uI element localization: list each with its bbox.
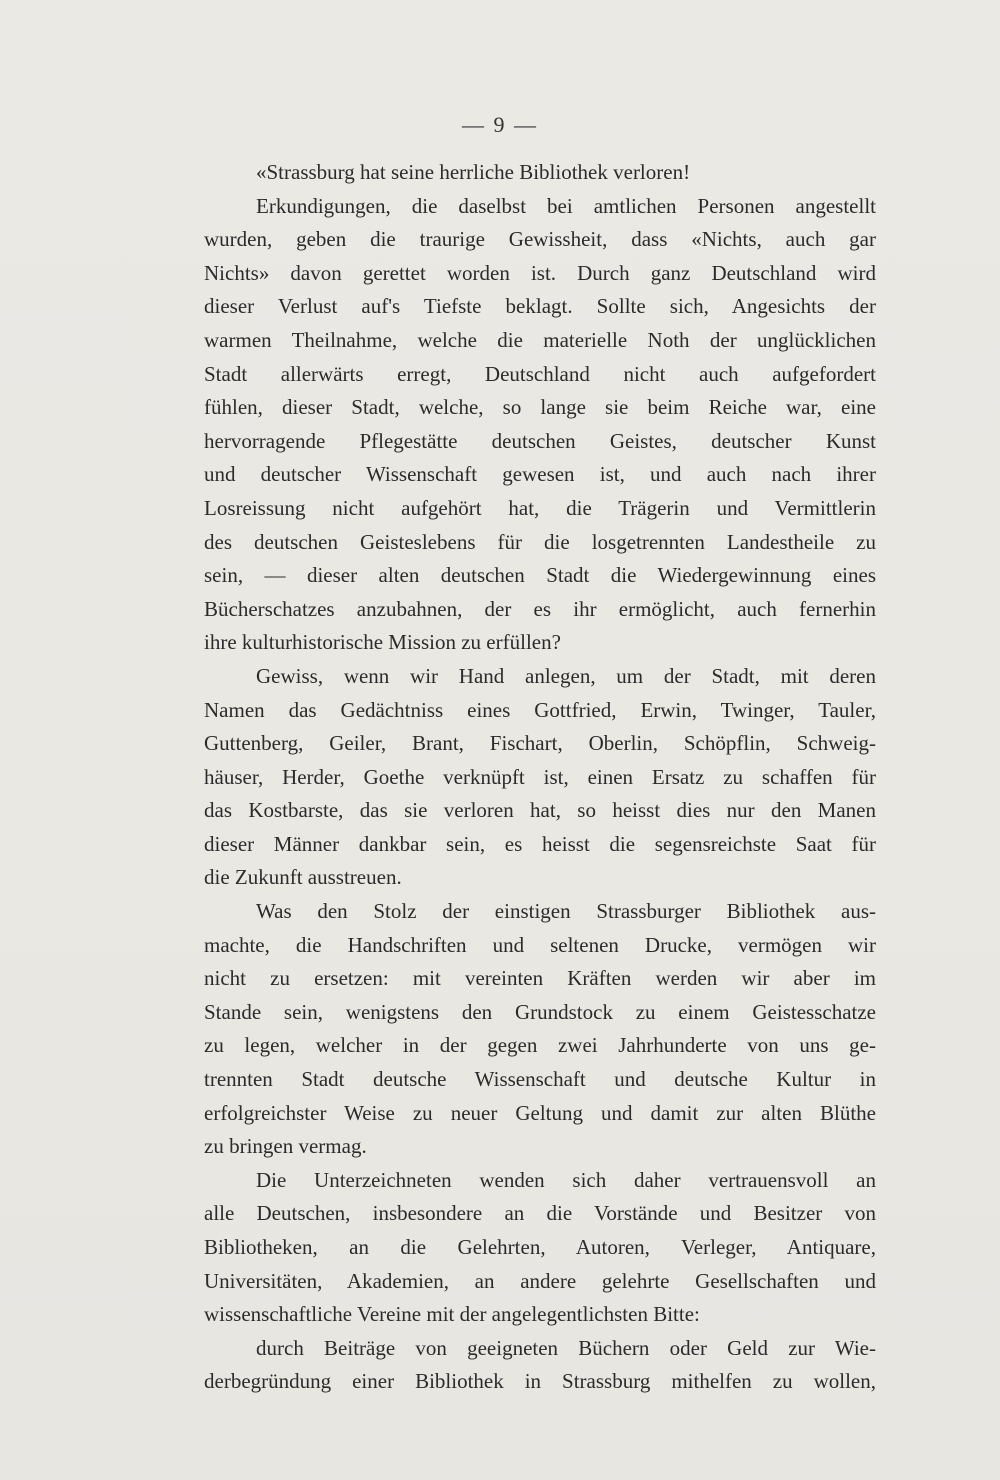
text-line: Bibliotheken, an die Gelehrten, Autoren, Verleger, Antiquare, (204, 1235, 876, 1259)
text-line: Erkundigungen, die daselbst bei amtlichen Personen angestellt (256, 193, 876, 218)
text-line: erfolgreichster Weise zu neuer Geltung und damit zur alten Blüthe (204, 1100, 876, 1125)
text-line: nicht zu ersetzen: mit vereinten Kräften werden wir aber im (204, 966, 876, 991)
text-line: Bücherschatzes anzubahnen, der es ihr ermöglicht, auch fernerhin (204, 596, 876, 621)
text-line: zu bringen vermag. (204, 1134, 367, 1159)
text-line: Losreissung nicht aufgehört hat, die Trägerin und Vermittlerin (204, 495, 876, 520)
text-line: zu legen, welcher in der gegen zwei Jahrhunderte von uns ge- (204, 1033, 876, 1058)
text-line: Guttenberg, Geiler, Brant, Fischart, Oberlin, Schöpflin, Schweig- (204, 731, 876, 756)
text-line: hervorragende Pflegestätte deutschen Geistes, deutscher Kunst (204, 428, 876, 453)
text-line: wissenschaftliche Vereine mit der angelegentlichsten Bitte: (204, 1302, 700, 1327)
text-line: Die Unterzeichneten wenden sich daher vertrauensvoll an (256, 1167, 876, 1192)
body-text (204, 156, 876, 1399)
text-line: das Kostbarste, das sie verloren hat, so heisst dies nur den Manen (204, 798, 876, 823)
text-line: sein, — dieser alten deutschen Stadt die Wiedergewinnung eines (204, 563, 876, 588)
text-line: Stadt allerwärts erregt, Deutschland nicht auch aufgefordert (204, 361, 876, 386)
text-line: warmen Theilnahme, welche die materielle Noth der unglücklichen (204, 327, 876, 352)
text-line: Stande sein, wenigstens den Grundstock zu einem Geistesschatze (204, 999, 876, 1024)
text-line: des deutschen Geisteslebens für die losgetrennten Landestheile zu (204, 529, 876, 554)
text-line: alle Deutschen, insbesondere an die Vorstände und Besitzer von (204, 1201, 876, 1226)
text-line: Universitäten, Akademien, an andere gelehrte Gesellschaften und (204, 1268, 876, 1293)
text-line: durch Beiträge von geeigneten Büchern oder Geld zur Wie- (256, 1335, 876, 1360)
text-line: Gewiss, wenn wir Hand anlegen, um der Stadt, mit deren (256, 663, 876, 688)
text-line: trennten Stadt deutsche Wissenschaft und deutsche Kultur in (204, 1067, 876, 1092)
text-line: «Strassburg hat seine herrliche Bibliothek verloren! (256, 160, 691, 184)
text-line: wurden, geben die traurige Gewissheit, dass «Nichts, auch gar (204, 227, 876, 252)
text-line: ihre kulturhistorische Mission zu erfüllen? (204, 630, 561, 655)
text-line: dieser Männer dankbar sein, es heisst die segensreichste Saat für (204, 831, 876, 856)
page-number: — 9 — (462, 112, 538, 137)
text-line: und deutscher Wissenschaft gewesen ist, und auch nach ihrer (204, 462, 876, 487)
text-line: die Zukunft ausstreuen. (204, 865, 402, 890)
text-line: häuser, Herder, Goethe verknüpft ist, einen Ersatz zu schaffen für (204, 764, 876, 789)
text-line: derbegründung einer Bibliothek in Strassburg mithelfen zu wollen, (204, 1369, 876, 1394)
text-line: dieser Verlust auf's Tiefste beklagt. Sollte sich, Angesichts der (204, 294, 876, 319)
text-line: machte, die Handschriften und seltenen Drucke, vermögen wir (204, 932, 876, 957)
text-line: Namen das Gedächtniss eines Gottfried, Erwin, Twinger, Tauler, (204, 697, 876, 722)
text-line: Nichts» davon gerettet worden ist. Durch ganz Deutschland wird (204, 260, 876, 285)
text-line: Was den Stolz der einstigen Strassburger Bibliothek aus- (256, 899, 876, 924)
text-line: fühlen, dieser Stadt, welche, so lange sie beim Reiche war, eine (204, 395, 876, 420)
